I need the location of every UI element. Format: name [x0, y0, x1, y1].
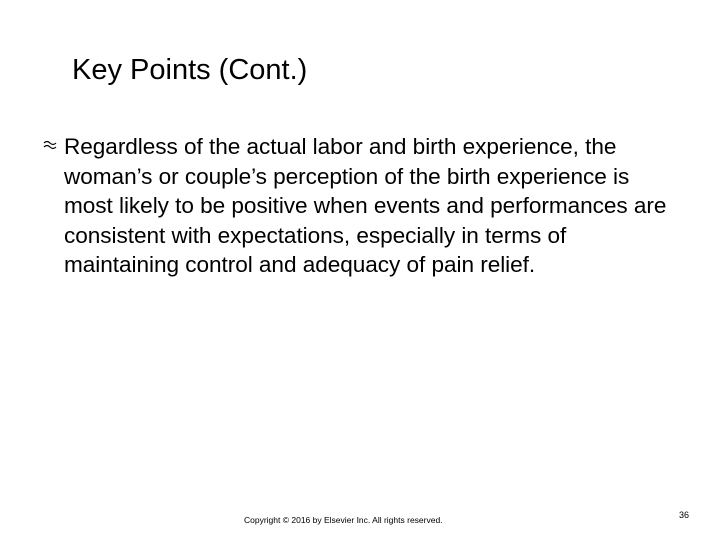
bullet-text: Regardless of the actual labor and birth experience, the woman’s or couple’s perception of the birth experience is most likely to be positive when events and performances are consistent with expectations, especially in terms of maintaining control and adequacy of pain relief. — [64, 134, 667, 277]
page-number: 36 — [678, 510, 689, 520]
wave-bullet-icon — [43, 138, 57, 152]
slide-title: Key Points (Cont.) — [72, 54, 308, 86]
bullet-list — [43, 132, 683, 280]
bullet-item — [43, 132, 683, 280]
copyright-notice: Copyright © 2016 by Elsevier Inc. All rights reserved. — [244, 515, 443, 525]
